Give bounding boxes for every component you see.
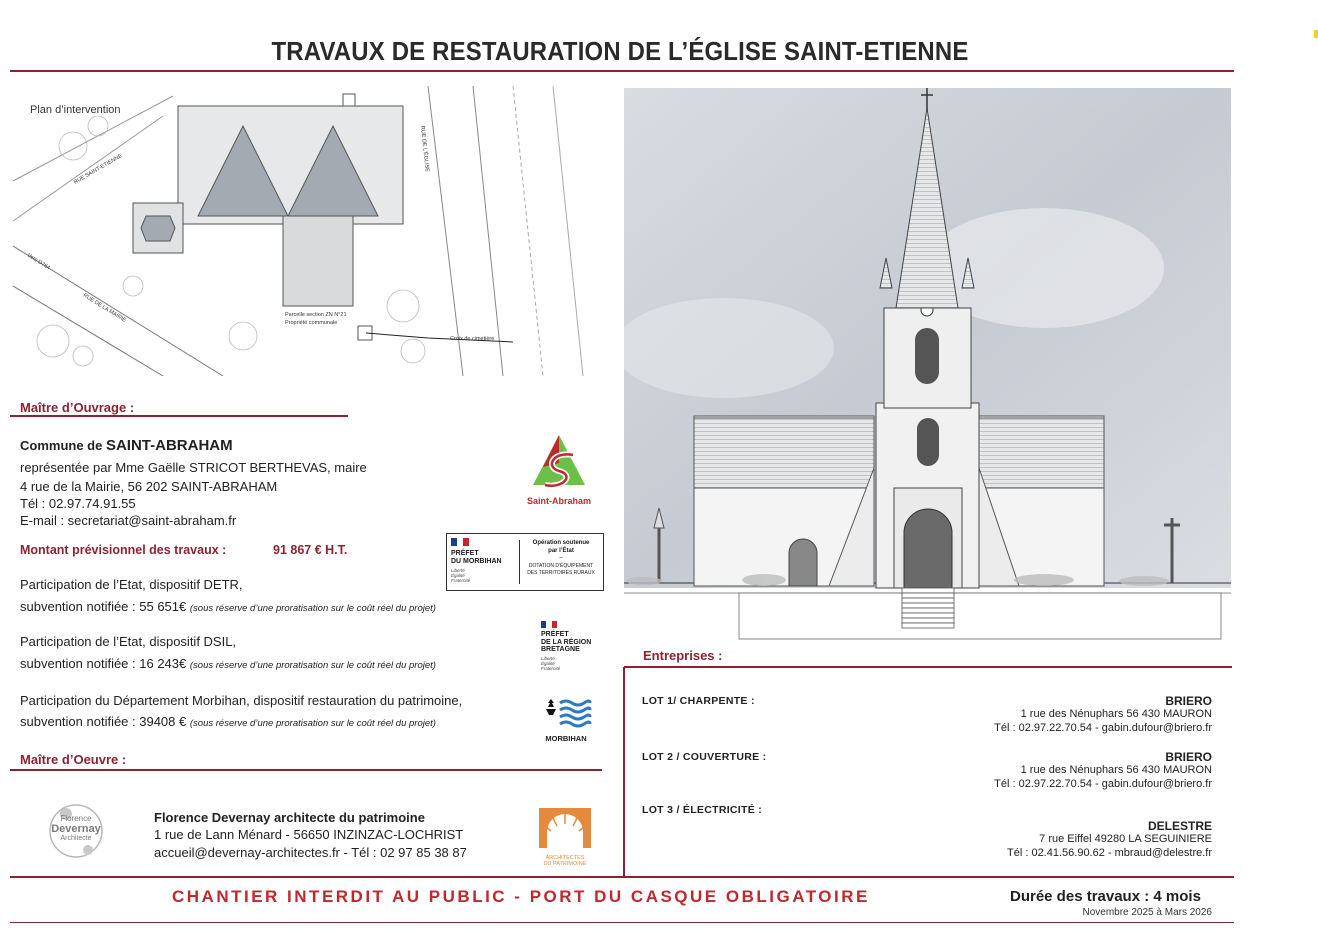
- operation-line4: DOTATION D’ÉQUIPEMENT: [528, 562, 594, 569]
- site-plan-drawing: [13, 86, 603, 376]
- prefet-bretagne-line1: PRÉFET: [541, 631, 569, 638]
- commune-address: 4 rue de la Mairie, 56 202 SAINT-ABRAHAM: [20, 479, 278, 494]
- devise-line2: Égalité: [451, 573, 465, 578]
- street-label-d764: Vers D764: [25, 252, 51, 272]
- maitre-oeuvre-rule: [10, 769, 602, 771]
- lot-3-label: LOT 3 / ÉLECTRICITÉ :: [642, 804, 763, 816]
- adp-logo-line1: ARCHITECTES: [545, 855, 585, 861]
- parcel-label-2: Propriété communale: [285, 320, 338, 326]
- lot-2-contact: Tél : 02.97.22.70.54 - gabin.dufour@briero.fr: [994, 778, 1212, 790]
- prefet-bretagne-line3: BRETAGNE: [541, 646, 580, 653]
- operation-line3: –: [559, 555, 563, 561]
- devernay-logo-line1: Florence: [60, 814, 92, 823]
- financement-1-line1: Participation de l’Etat, dispositif DETR,: [20, 577, 243, 592]
- operation-line1: Opération soutenue: [532, 540, 590, 546]
- devernay-logo-line2: Devernay: [51, 823, 101, 835]
- devise-morbihan: [451, 568, 470, 583]
- montant-value: 91 867 € H.T.: [273, 543, 348, 557]
- lot-1-contact: Tél : 02.97.22.70.54 - gabin.dufour@briero.fr: [994, 722, 1212, 734]
- page-title: TRAVAUX DE RESTAURATION DE L’ÉGLISE SAINT-ETIENNE: [271, 36, 969, 66]
- operation-divider: [519, 540, 520, 584]
- prefet-morbihan-logo: [446, 533, 604, 591]
- commune-tel: Tél : 02.97.74.91.55: [20, 496, 136, 511]
- saint-abraham-logo-mark: [523, 433, 595, 491]
- site-plan: [13, 86, 603, 376]
- devise-bretagne: [541, 656, 605, 671]
- financement-1-amount: subvention notifiée : 55 651€: [20, 599, 187, 614]
- adp-logo-line2: DU PATRIMOINE: [543, 861, 587, 867]
- footer-bottom-rule: [10, 922, 1234, 923]
- financement-2-note: (sous réserve d’une proratisation sur le coût réel du projet): [189, 660, 436, 671]
- devise-bretagne-line2: Égalité: [541, 660, 555, 666]
- maitre-oeuvre-heading: Maître d’Oeuvre :: [20, 752, 127, 767]
- marianne-flag: [451, 538, 469, 546]
- financement-2-amount: subvention notifiée : 16 243€: [20, 656, 187, 671]
- operation-text: [521, 540, 601, 578]
- commune-email: E-mail : secretariat@saint-abraham.fr: [20, 513, 237, 528]
- montant-label: Montant prévisionnel des travaux :: [20, 543, 227, 557]
- title-rule: [10, 70, 1234, 72]
- prefet-bretagne-text: [541, 631, 605, 654]
- commune-name: SAINT-ABRAHAM: [105, 437, 233, 454]
- adp-logo: [537, 806, 593, 867]
- morbihan-logo-text: MORBIHAN: [545, 734, 587, 743]
- entreprises-rule: [624, 666, 1232, 668]
- lot-2-label: LOT 2 / COUVERTURE :: [642, 751, 767, 763]
- morbihan-logo: [540, 697, 592, 743]
- marianne-flag-bretagne: [541, 621, 557, 628]
- footer-rule: [10, 876, 1234, 878]
- lot-1-label: LOT 1/ CHARPENTE :: [642, 695, 755, 707]
- duree-travaux: [1010, 888, 1201, 905]
- commune-line: [20, 437, 233, 454]
- duree-value: 4 mois: [1153, 888, 1201, 905]
- adp-logo-mark: [537, 806, 593, 850]
- operation-line2: par l’État: [548, 547, 574, 554]
- lot-2-address: 1 rue des Nénuphars 56 430 MAURON: [1020, 764, 1212, 776]
- saint-abraham-logo-text: Saint-Abraham: [526, 496, 591, 506]
- periode-travaux: Novembre 2025 à Mars 2026: [1082, 907, 1212, 918]
- financement-2-line1: Participation de l’Etat, dispositif DSIL,: [20, 634, 237, 649]
- commune-prefix: Commune de: [20, 438, 106, 453]
- duree-label: Durée des travaux :: [1010, 888, 1154, 905]
- maitre-ouvrage-rule: [10, 415, 348, 417]
- devise-bretagne-line1: Liberté: [541, 655, 555, 661]
- lot-1-address: 1 rue des Nénuphars 56 430 MAURON: [1020, 708, 1212, 720]
- church-elevation-drawing: [624, 88, 1231, 640]
- devise-bretagne-line3: Fraternité: [541, 665, 561, 671]
- devernay-logo-line3: Architecte: [60, 835, 92, 842]
- financement-1-note: (sous réserve d’une proratisation sur le coût réel du projet): [189, 603, 436, 614]
- architect-contact: accueil@devernay-architectes.fr - Tél : 02 97 85 38 87: [154, 845, 467, 860]
- architect-name: Florence Devernay architecte du patrimoine: [154, 810, 425, 825]
- lot-3-contact: Tél : 02.41.56.90.62 - mbraud@delestre.fr: [1007, 847, 1212, 859]
- financement-3-line1: Participation du Département Morbihan, dispositif restauration du patrimoine,: [20, 693, 463, 708]
- represented-by: représentée par Mme Gaëlle STRICOT BERTHEVAS, maire: [20, 460, 367, 475]
- devise-line3: Fraternité: [451, 578, 471, 583]
- plan-label: Plan d’intervention: [30, 104, 121, 116]
- street-label-eglise: RUE DE L'ÉGLISE: [419, 125, 430, 173]
- parcel-label-1: Parcelle section ZN N°21: [285, 312, 347, 318]
- prefet-bretagne-logo: [541, 621, 605, 671]
- lot-1-company: BRIERO: [1165, 694, 1212, 708]
- prefet-morbihan-line2: DU MORBIHAN: [451, 558, 502, 565]
- devernay-logo: [36, 800, 116, 862]
- church-elevation: [624, 88, 1231, 640]
- financement-3-line2: [20, 714, 436, 729]
- financement-3-amount: subvention notifiée : 39408 €: [20, 714, 187, 729]
- lot-3-address: 7 rue Eiffel 49280 LA SEGUINIERE: [1039, 833, 1212, 845]
- devise-line1: Liberté: [451, 568, 465, 573]
- entreprises-left-border: [623, 667, 625, 877]
- lot-2-company: BRIERO: [1165, 750, 1212, 764]
- safety-warning: CHANTIER INTERDIT AU PUBLIC - PORT DU CASQUE OBLIGATOIRE: [172, 887, 870, 906]
- financement-2-line2: [20, 656, 436, 671]
- architect-address: 1 rue de Lann Ménard - 56650 INZINZAC-LOCHRIST: [154, 827, 464, 842]
- maitre-ouvrage-heading: Maître d’Ouvrage :: [20, 400, 135, 415]
- adp-logo-text: [537, 855, 593, 867]
- morbihan-logo-mark: [540, 697, 592, 729]
- saint-abraham-logo: [523, 433, 595, 506]
- entreprises-heading: Entreprises :: [643, 648, 723, 663]
- corner-mark: [1314, 30, 1318, 38]
- operation-line5: DES TERRITOIRES RURAUX: [527, 570, 595, 576]
- devernay-logo-text: [36, 814, 116, 844]
- lot-3-company: DELESTRE: [1147, 819, 1212, 833]
- financement-3-note: (sous réserve d’une proratisation sur le coût réel du projet): [189, 718, 436, 729]
- street-label-saint-etienne: RUE SAINT-ETIENNE: [73, 153, 124, 186]
- prefet-morbihan-line1: PRÉFET: [451, 550, 479, 557]
- financement-1-line2: [20, 599, 436, 614]
- prefet-bretagne-line2: DE LA RÉGION: [541, 638, 592, 646]
- prefet-morbihan-text: [451, 550, 502, 566]
- croix-label: Croix de cimetière: [450, 336, 495, 342]
- street-label-mairie: RUE DE LA MAIRIE: [81, 292, 127, 324]
